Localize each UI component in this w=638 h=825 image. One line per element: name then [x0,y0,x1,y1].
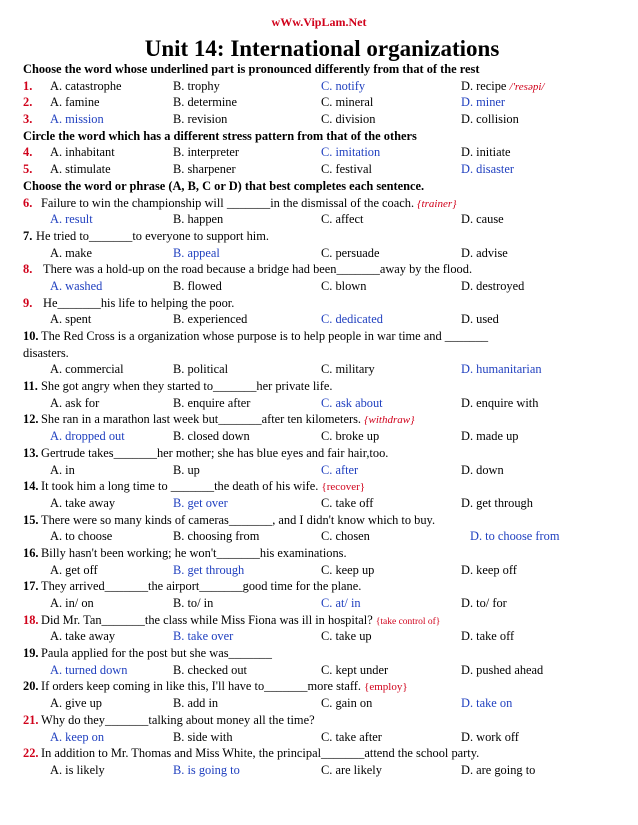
answer-option[interactable]: D. work off [461,729,519,744]
answer-option[interactable]: C. broke up [321,429,380,444]
answer-option[interactable]: D. used [461,312,499,327]
question-number: 17. [23,579,39,594]
question-stem [23,545,623,562]
answer-option[interactable]: C. affect [321,212,364,227]
answer-option[interactable]: B. closed down [173,429,250,444]
answer-option[interactable]: D. disaster [461,162,514,177]
question-stem [23,678,623,695]
answer-option[interactable]: A. is likely [50,762,105,777]
hint-note: {trainer} [417,197,457,210]
question-stem [23,512,623,529]
question-text: They arrived_______the airport_______good time for the plane. [41,579,362,594]
question-number: 20. [23,679,39,694]
answer-option[interactable]: B. interpreter [173,145,240,160]
answer-option[interactable]: A. in [50,462,75,477]
answer-option[interactable]: B. get through [173,562,245,577]
answer-option[interactable]: C. gain on [321,696,373,711]
options-row [23,595,623,612]
question-row [23,161,623,178]
answer-option[interactable]: B. choosing from [173,529,260,544]
question-number: 22. [23,746,39,761]
answer-option[interactable]: B. political [173,362,229,377]
question-text: Gertrude takes_______her mother; she has blue eyes and fair hair,too. [41,445,389,460]
answer-option[interactable]: A. give up [50,696,102,711]
answer-option[interactable]: B. appeal [173,245,220,260]
answer-option[interactable]: C. mineral [321,95,374,110]
answer-option[interactable]: A. make [50,245,92,260]
answer-option[interactable]: D. take on [461,696,513,711]
answer-option[interactable]: D. made up [461,429,519,444]
question-number: 2. [23,95,33,110]
question-stem [23,295,623,312]
question-stem [23,745,623,762]
answer-option[interactable]: D. cause [461,212,504,227]
question-stem [23,612,623,629]
question-text [41,478,365,496]
question-stem [23,261,623,278]
hint-note: {employ} [364,681,408,694]
answer-option[interactable]: D. to choose from [470,529,560,544]
answer-option[interactable]: A. turned down [50,662,128,677]
pronunciation-note: /'resəpi/ [509,80,545,93]
hint-note: {withdraw} [364,414,415,427]
worksheet [23,61,623,779]
options-row [23,695,623,712]
options-row [23,311,623,328]
answer-option[interactable]: A. result [50,212,93,227]
question-text: There were so many kinds of cameras_______, and I didn't know which to buy. [41,512,436,527]
options-row [23,278,623,295]
answer-option[interactable]: B. up [173,462,200,477]
question-number: 3. [23,112,33,127]
answer-option[interactable]: B. get over [173,495,228,510]
section-heading-pronunciation: Choose the word whose underlined part is pronounced differently from that of the rest [23,62,480,76]
answer-option[interactable]: C. imitation [321,145,381,160]
answer-option[interactable]: D. destroyed [461,278,525,293]
answer-option[interactable]: D. keep off [461,562,517,577]
options-row [23,395,623,412]
question-stem [23,195,623,212]
question-stem [23,478,623,495]
answer-option[interactable]: B. revision [173,112,228,127]
question-number: 18. [23,612,39,627]
question-number: 6. [23,195,33,210]
question-text: Failure to win the championship will _______in the dismissal of the coach. [41,195,415,210]
answer-option[interactable]: A. stimulate [50,162,111,177]
options-row [23,428,623,445]
question-stem [23,228,623,245]
site-header: wWw.VipLam.Net [271,15,367,29]
answer-option[interactable]: B. flowed [173,278,222,293]
answer-option[interactable]: B. is going to [173,762,240,777]
question-stem [23,328,623,345]
question-text [41,411,414,429]
question-number: 16. [23,545,39,560]
options-row [23,528,623,545]
answer-option[interactable]: B. experienced [173,312,248,327]
question-text: In addition to Mr. Thomas and Miss White, the principal_______attend the school party. [41,746,480,761]
answer-option[interactable] [461,78,544,96]
question-text: disasters. [23,345,69,360]
answer-option[interactable]: B. side with [173,729,233,744]
question-text: He tried to_______to everyone to support him. [36,228,269,243]
answer-option[interactable]: A. famine [50,95,100,110]
question-number: 1. [23,78,33,93]
question-row [23,111,623,128]
question-text: She ran in a marathon last week but_______after ten kilometers. [41,412,361,427]
answer-option[interactable]: A. spent [50,312,92,327]
question-number: 21. [23,712,39,727]
answer-option[interactable]: A. take away [50,495,116,510]
answer-option[interactable]: C. after [321,462,359,477]
answer-option[interactable]: B. enquire after [173,395,251,410]
answer-option[interactable]: C. keep up [321,562,375,577]
answer-option[interactable]: A. washed [50,278,103,293]
answer-option[interactable]: D. humanitarian [461,362,542,377]
answer-option[interactable]: A. mission [50,112,104,127]
answer-option[interactable]: A. commercial [50,362,124,377]
options-row [23,245,623,262]
question-stem [23,712,623,729]
answer-option[interactable]: B. sharpener [173,162,236,177]
answer-option[interactable]: D. miner [461,95,506,110]
question-number: 12. [23,412,39,427]
answer-option[interactable]: C. take up [321,629,372,644]
options-row [23,762,623,779]
answer-option[interactable]: D. to/ for [461,596,507,611]
question-stem-continued [23,345,623,362]
options-row [23,211,623,228]
answer-option[interactable]: A. to choose [50,529,113,544]
answer-option[interactable]: C. blown [321,278,367,293]
answer-option[interactable]: A. in/ on [50,596,94,611]
answer-option[interactable]: B. trophy [173,78,220,93]
question-number: 10. [23,329,39,344]
question-number: 13. [23,445,39,460]
answer-option[interactable]: A. dropped out [50,429,125,444]
answer-option[interactable]: A. get off [50,562,98,577]
question-row [23,94,623,111]
section-heading-stress: Circle the word which has a different stress pattern from that of the others [23,128,417,143]
answer-option[interactable]: A. keep on [50,729,105,744]
question-text: Did Mr. Tan_______the class while Miss Fiona was ill in hospital? [41,612,373,627]
question-stem [23,378,623,395]
question-stem [23,411,623,428]
question-text [41,678,408,696]
question-text: If orders keep coming in like this, I'll have to_______more staff. [41,679,361,694]
answer-option[interactable]: D. advise [461,245,508,260]
answer-option[interactable]: C. dedicated [321,312,383,327]
answer-option[interactable]: C. at/ in [321,596,361,611]
question-text: It took him a long time to _______the death of his wife. [41,479,319,494]
answer-option[interactable]: C. kept under [321,662,389,677]
question-stem [23,445,623,462]
question-text: Billy hasn't been working; he won't_______his examinations. [41,545,347,560]
question-number: 11. [23,379,38,394]
answer-option[interactable]: C. are likely [321,762,382,777]
question-number: 19. [23,646,39,661]
question-text: She got angry when they started to_______her private life. [41,379,333,394]
answer-option[interactable]: A. ask for [50,395,100,410]
question-stem [23,578,623,595]
question-text: Why do they_______talking about money all the time? [41,712,315,727]
options-row [23,462,623,479]
question-text [41,195,457,213]
question-number: 5. [23,162,33,177]
answer-option[interactable]: C. take off [321,495,374,510]
answer-option[interactable]: D. collision [461,112,519,127]
answer-option[interactable]: B. take over [173,629,234,644]
answer-option[interactable]: A. inhabitant [50,145,115,160]
question-number: 7. [23,228,33,243]
answer-option[interactable]: D. are going to [461,762,536,777]
question-number: 8. [23,262,33,277]
options-row [23,729,623,746]
answer-option[interactable]: D. initiate [461,145,511,160]
options-row [23,562,623,579]
question-text: He_______his life to helping the poor. [43,295,235,310]
options-row [23,628,623,645]
question-row [23,144,623,161]
options-row [23,662,623,679]
question-number: 4. [23,145,33,160]
answer-option[interactable]: B. to/ in [173,596,214,611]
answer-option[interactable]: C. military [321,362,375,377]
page-title: Unit 14: International organizations [144,36,500,61]
answer-option[interactable]: B. determine [173,95,237,110]
question-number: 9. [23,295,33,310]
answer-option[interactable]: C. persuade [321,245,380,260]
answer-option[interactable]: C. notify [321,78,366,93]
hint-note: {take control of} [375,616,441,627]
answer-option[interactable]: D. get through [461,495,533,510]
answer-option[interactable]: D. take off [461,629,515,644]
answer-option[interactable]: C. festival [321,162,372,177]
answer-option[interactable]: A. catastrophe [50,78,122,93]
options-row [23,495,623,512]
answer-option[interactable]: C. take after [321,729,382,744]
answer-option[interactable]: A. take away [50,629,116,644]
answer-option[interactable]: C. ask about [321,395,383,410]
answer-option[interactable]: C. chosen [321,529,370,544]
answer-option[interactable]: D. pushed ahead [461,662,544,677]
question-stem [23,645,623,662]
question-number: 15. [23,512,39,527]
question-text: There was a hold-up on the road because a bridge had been_______away by the flood. [43,262,473,277]
answer-option[interactable]: B. happen [173,212,224,227]
question-number: 14. [23,479,39,494]
options-row [23,361,623,378]
question-text: D. recipe [461,78,507,93]
answer-option[interactable]: D. down [461,462,504,477]
question-text: Paula applied for the post but she was_______ [41,646,272,661]
answer-option[interactable]: C. division [321,112,376,127]
question-row [23,78,623,95]
answer-option[interactable]: B. checked out [173,662,247,677]
hint-note: {recover} [321,481,366,494]
question-text: The Red Cross is a organization whose purpose is to help people in war time and _______ [41,329,489,344]
answer-option[interactable]: D. enquire with [461,395,539,410]
answer-option[interactable]: B. add in [173,696,219,711]
section-heading-completion: Choose the word or phrase (A, B, C or D) that best completes each sentence. [23,178,425,193]
